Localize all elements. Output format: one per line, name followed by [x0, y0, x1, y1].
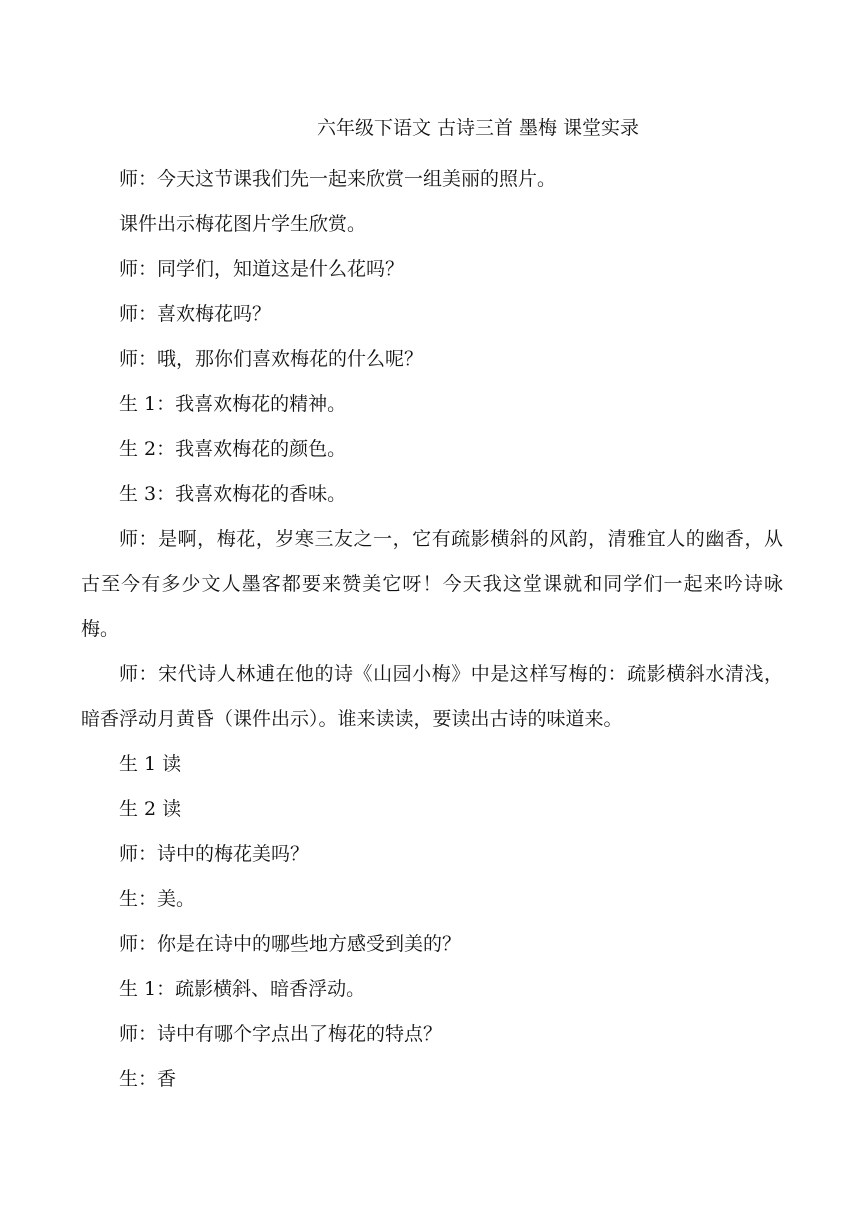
paragraph: 课件出示梅花图片学生欣赏。: [119, 213, 367, 235]
paragraph: 生 1：疏影横斜、暗香浮动。: [119, 978, 366, 1000]
paragraph: 师：喜欢梅花吗？: [119, 303, 272, 325]
paragraph: 生 3：我喜欢梅花的香味。: [119, 483, 347, 505]
paragraph: 生：美。: [119, 888, 196, 910]
paragraph: 师：诗中的梅花美吗？: [119, 843, 310, 865]
paragraph: 师：宋代诗人林逋在他的诗《山园小梅》中是这样写梅的：疏影横斜水清浅，暗香浮动月黄昏（课件出示）。谁来读读，要读出古诗的味道来。: [81, 663, 783, 730]
paragraph: 师：哦，那你们喜欢梅花的什么呢？: [119, 348, 424, 370]
paragraph: 师：同学们，知道这是什么花吗？: [119, 258, 405, 280]
paragraph: 生：香: [119, 1068, 177, 1090]
paragraph: 师：诗中有哪个字点出了梅花的特点？: [119, 1023, 443, 1045]
paragraph: 师：是啊，梅花，岁寒三友之一，它有疏影横斜的风韵，清雅宜人的幽香，从古至今有多少文人墨客都要来赞美它呀！今天我这堂课就和同学们一起来吟诗咏梅。: [81, 528, 783, 640]
paragraph: 师：你是在诗中的哪些地方感受到美的？: [119, 933, 462, 955]
paragraph: 生 1 读: [119, 753, 182, 775]
document-body: [81, 157, 783, 1102]
paragraph: 生 2 读: [119, 798, 182, 820]
paragraph: 生 2：我喜欢梅花的颜色。: [119, 438, 347, 460]
paragraph: 生 1：我喜欢梅花的精神。: [119, 393, 347, 415]
document-title: 六年级下语文 古诗三首 墨梅 课堂实录: [316, 117, 640, 139]
paragraph: 师：今天这节课我们先一起来欣赏一组美丽的照片。: [119, 168, 557, 190]
